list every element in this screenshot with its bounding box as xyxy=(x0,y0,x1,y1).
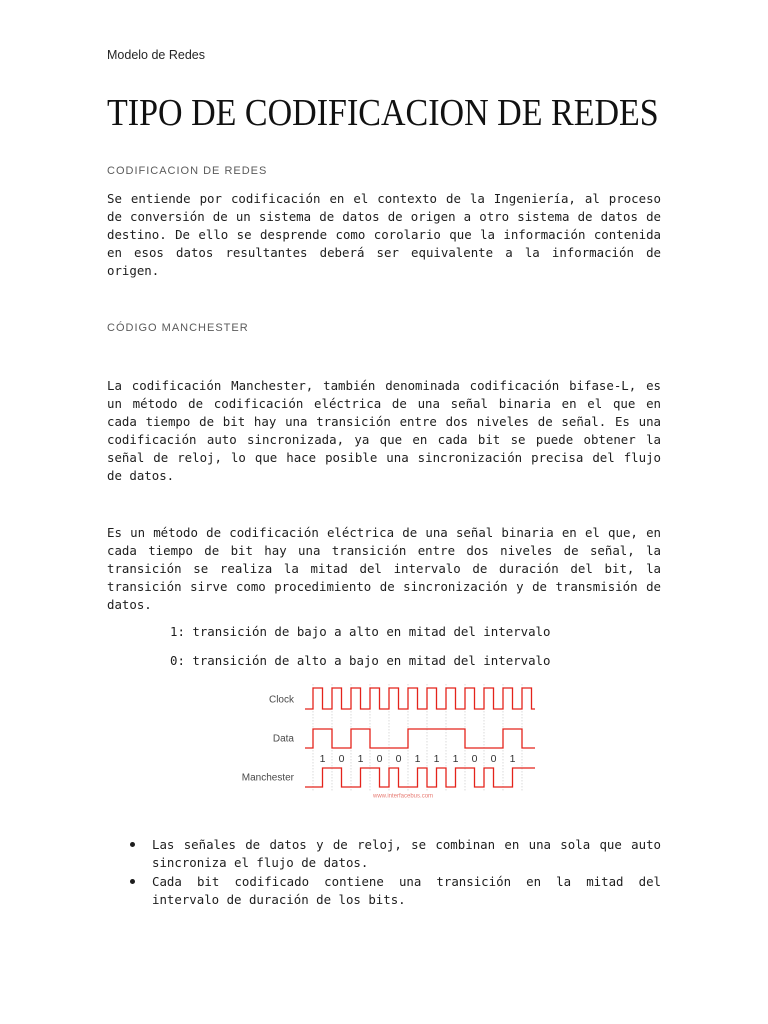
bit-label: 0 xyxy=(471,753,478,765)
bullet-icon xyxy=(130,879,135,884)
bit-label: 0 xyxy=(490,753,497,765)
bit-label: 1 xyxy=(319,753,326,765)
text-line: señal de reloj, lo que hace posible una sincronización precisa del flujo xyxy=(107,450,661,465)
text-line: codificación auto sincronizada, ya que en cada bit se puede obtener la xyxy=(107,432,661,447)
rule-line-zero: 0: transición de alto a bajo en mitad del intervalo xyxy=(170,653,551,668)
paragraph-intro xyxy=(107,190,661,280)
paragraph-manchester-method xyxy=(107,524,661,614)
running-header: Modelo de Redes xyxy=(107,48,205,62)
grid-lines xyxy=(313,684,522,791)
text-line: transición se realiza la mitad del intervalo de duración del bit, la xyxy=(107,561,661,576)
text-line: cada tiempo de bit hay una transición entre dos niveles de señal. Es una xyxy=(107,414,661,429)
data-label: Data xyxy=(272,733,294,745)
text-line: transición sirve como procedimiento de sincronización y de transmisión de xyxy=(107,579,661,594)
bullet-text xyxy=(152,873,661,909)
text-line: Las señales de datos y de reloj, se combinan en una sola que auto xyxy=(152,837,661,852)
bit-label: 1 xyxy=(414,753,421,765)
text-line: La codificación Manchester, también denominada codificación bifase-L, es xyxy=(107,378,661,393)
section-heading: CÓDIGO MANCHESTER xyxy=(107,322,249,334)
bit-labels xyxy=(320,753,516,765)
bit-label: 1 xyxy=(433,753,440,765)
text-line: un método de codificación eléctrica de una señal binaria en el que en xyxy=(107,396,661,411)
text-line: Se entiende por codificación en el contexto de la Ingeniería, al proceso xyxy=(107,191,661,206)
watermark-url: www.interfacebus.com xyxy=(373,793,434,800)
text-line: de conversión de un sistema de datos de origen a otro sistema de datos de xyxy=(107,209,661,224)
text-line: intervalo de duración de los bits. xyxy=(152,892,406,907)
rule-line-one: 1: transición de bajo a alto en mitad del intervalo xyxy=(170,624,551,639)
manchester-label: Manchester xyxy=(241,772,294,784)
section-heading: CODIFICACION DE REDES xyxy=(107,165,268,177)
text-line: cada tiempo de bit hay una transición entre dos niveles de señal, la xyxy=(107,543,661,558)
text-line: Cada bit codificado contiene una transición en la mitad del xyxy=(152,874,661,889)
text-line: destino. De ello se desprende como corolario que la información contenida xyxy=(107,227,661,242)
text-line: origen. xyxy=(107,263,160,278)
bit-label: 1 xyxy=(509,753,516,765)
bullet-icon xyxy=(130,842,135,847)
manchester-waveform xyxy=(305,768,535,787)
clock-label: Clock xyxy=(268,694,294,706)
clock-waveform xyxy=(305,688,535,709)
bit-label: 0 xyxy=(338,753,345,765)
bullet-text xyxy=(152,836,661,872)
bit-label: 0 xyxy=(376,753,383,765)
text-line: Es un método de codificación eléctrica de una señal binaria en el que, en xyxy=(107,525,661,540)
text-line: sincroniza el flujo de datos. xyxy=(152,855,369,870)
data-waveform xyxy=(305,729,535,748)
bit-label: 1 xyxy=(357,753,364,765)
paragraph-manchester-definition xyxy=(107,377,661,485)
text-line: de datos. xyxy=(107,468,175,483)
document-title: TIPO DE CODIFICACION DE REDES xyxy=(107,92,659,134)
text-line: datos. xyxy=(107,597,152,612)
text-line: en esos datos resultantes deberá ser equivalente a la información de xyxy=(107,245,661,260)
bit-label: 1 xyxy=(452,753,459,765)
bit-label: 0 xyxy=(395,753,402,765)
